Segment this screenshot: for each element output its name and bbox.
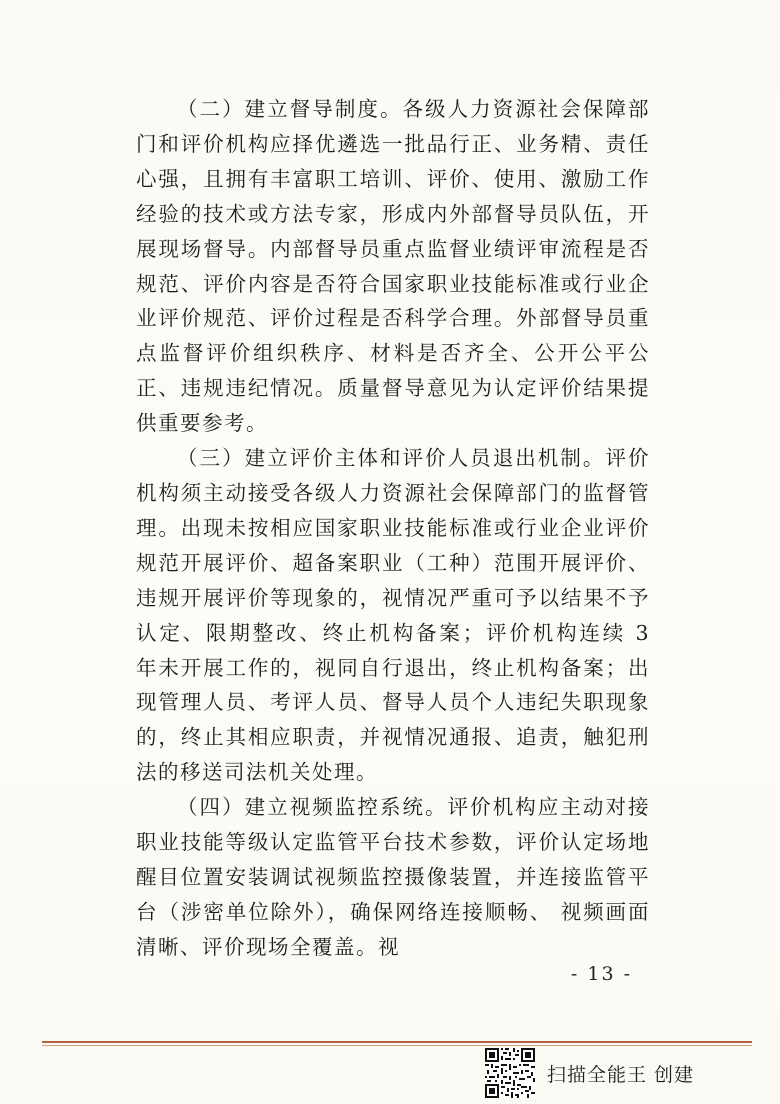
- paragraph-text: （四）建立视频监控系统。评价机构应主动对接职业技能等级认定监管平台技术参数，评价认定场地醒目位置安装调试视频监控摄像装置，并连接监管平台（涉密单位除外），确保网络连接顺畅、 视频画面清晰、评价现场全覆盖。视: [136, 795, 650, 959]
- paragraph-exit-mechanism: [136, 441, 650, 790]
- watermark-label: 扫描全能王 创建: [547, 1063, 695, 1086]
- paragraph-supervision-system: [136, 92, 650, 441]
- paragraph-video-monitoring: [136, 790, 650, 965]
- footer-divider: [42, 1041, 752, 1043]
- qr-code-icon: [485, 1048, 535, 1098]
- paragraph-text: （二）建立督导制度。各级人力资源社会保障部门和评价机构应择优遴选一批品行正、业务精、责任心强，且拥有丰富职工培训、评价、使用、激励工作经验的技术或方法专家，形成内外部督导员队伍，开展现场督导。内部督导员重点监督业绩评审流程是否规范、评价内容是否符合国家职业技能标准或行业企业评价规范、评价过程是否科学合理。外部督导员重点监督评价组织秩序、材料是否齐全、公开公平公正、违规违纪情况。质量督导意见为认定评价结果提供重要参考。: [136, 97, 650, 436]
- document-body: [136, 92, 650, 965]
- page-number: - 13 -: [570, 963, 632, 985]
- footer-divider-thin: [42, 1045, 752, 1046]
- scanner-watermark: [485, 1048, 694, 1098]
- paragraph-text: （三）建立评价主体和评价人员退出机制。评价机构须主动接受各级人力资源社会保障部门的监督管理。出现未按相应国家职业技能标准或行业企业评价规范开展评价、超备案职业（工种）范围开展评价、违规开展评价等现象的，视情况严重可予以结果不予认定、限期整改、终止机构备案；评价机构连续 3 年未开展工作的，视同自行退出，终止机构备案；出现管理人员、考评人员、督导人员个人违纪失职现象的，终止其相应职责，并视情况通报、追责，触犯刑法的移送司法机关处理。: [136, 446, 650, 785]
